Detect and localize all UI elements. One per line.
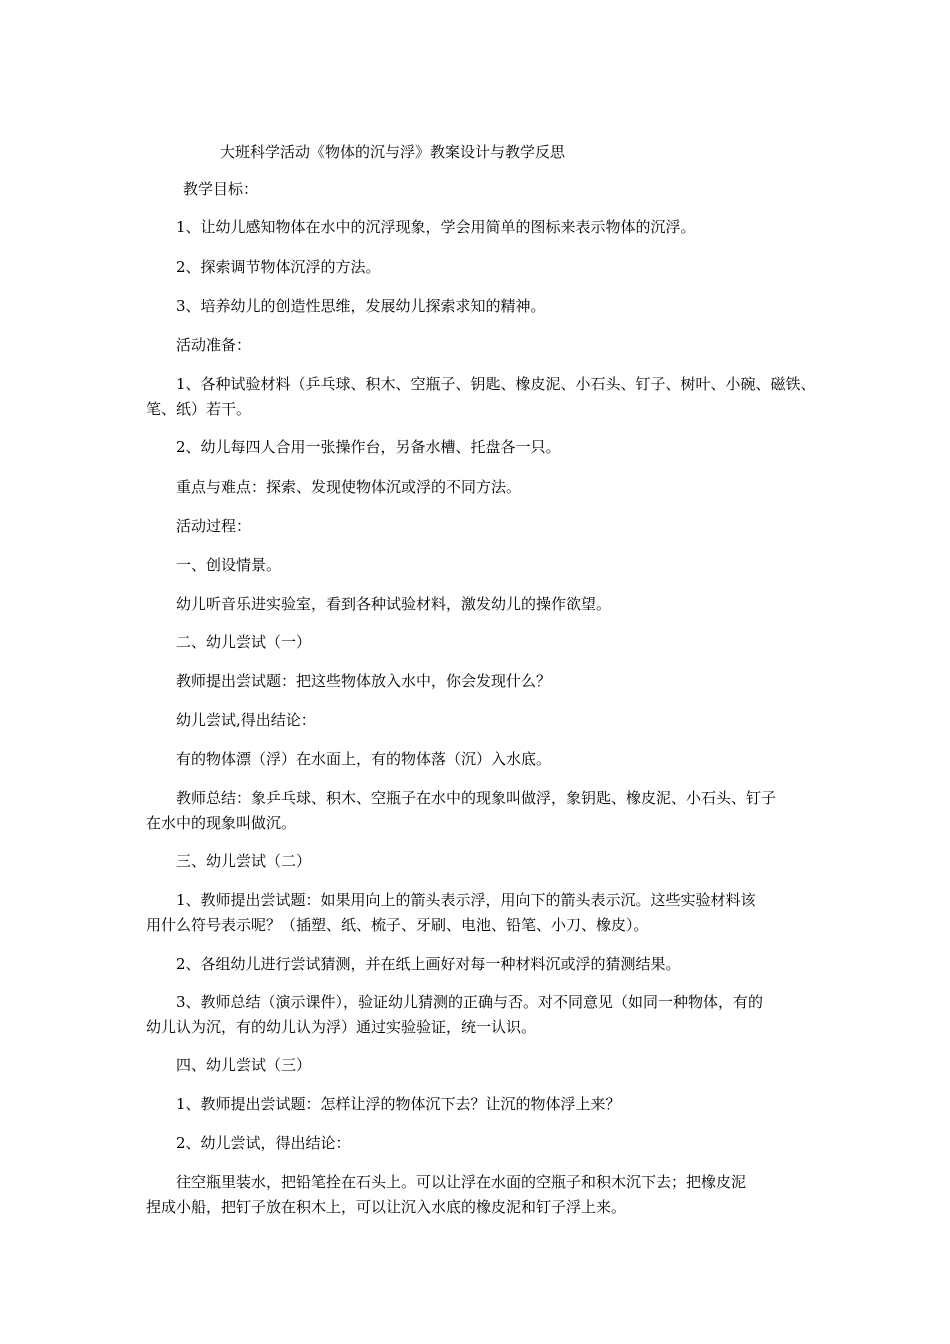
step-4-item-2: 2、幼儿尝试，得出结论：	[176, 1134, 351, 1152]
step-3-item-3-line-1: 3、教师总结（演示课件），验证幼儿猜测的正确与否。对不同意见（如同一种物体，有的	[176, 993, 764, 1011]
process-heading: 活动过程：	[176, 517, 252, 535]
step-4-heading: 四、幼儿尝试（三）	[176, 1056, 312, 1074]
step-2-conclusion: 有的物体漂（浮）在水面上，有的物体落（沉）入水底。	[176, 750, 552, 768]
step-3-item-3-line-2: 幼儿认为沉，有的幼儿认为浮）通过实验验证，统一认识。	[146, 1018, 537, 1036]
step-2-try: 幼儿尝试,得出结论：	[176, 711, 316, 729]
step-4-result-line-2: 捏成小船，把钉子放在积木上，可以让沉入水底的橡皮泥和钉子浮上来。	[146, 1198, 627, 1216]
step-3-item-1-line-1: 1、教师提出尝试题：如果用向上的箭头表示浮，用向下的箭头表示沉。这些实验材料该	[176, 891, 756, 909]
goal-2: 2、探索调节物体沉浮的方法。	[176, 258, 381, 276]
step-2-summary-line-2: 在水中的现象叫做沉。	[146, 814, 297, 832]
step-3-item-1-line-2: 用什么符号表示呢？（插塑、纸、梳子、牙刷、电池、铅笔、小刀、橡皮）。	[146, 916, 649, 934]
step-2-heading: 二、幼儿尝试（一）	[176, 633, 312, 651]
step-1-text: 幼儿听音乐进实验室，看到各种试验材料，激发幼儿的操作欲望。	[176, 595, 612, 613]
preparation-heading: 活动准备：	[176, 336, 252, 354]
step-3-item-2: 2、各组幼儿进行尝试猜测，并在纸上画好对每一种材料沉或浮的猜测结果。	[176, 955, 681, 973]
prep-1-line-2: 笔、纸）若干。	[146, 400, 252, 418]
document-title: 大班科学活动《物体的沉与浮》教案设计与教学反思	[220, 143, 566, 161]
step-2-question: 教师提出尝试题：把这些物体放入水中，你会发现什么？	[176, 672, 552, 690]
step-4-item-1: 1、教师提出尝试题：怎样让浮的物体沉下去？让沉的物体浮上来？	[176, 1095, 621, 1113]
step-1-heading: 一、创设情景。	[176, 556, 282, 574]
step-3-heading: 三、幼儿尝试（二）	[176, 852, 312, 870]
step-4-result-line-1: 往空瓶里装水，把铅笔拴在石头上。可以让浮在水面的空瓶子和积木沉下去；把橡皮泥	[176, 1173, 747, 1191]
prep-2: 2、幼儿每四人合用一张操作台，另备水槽、托盘各一只。	[176, 438, 561, 456]
prep-1-line-1: 1、各种试验材料（乒乓球、积木、空瓶子、钥匙、橡皮泥、小石头、钉子、树叶、小碗、磁铁、	[176, 375, 816, 393]
teaching-goals-heading: 教学目标：	[183, 180, 259, 198]
goal-1: 1、让幼儿感知物体在水中的沉浮现象，学会用简单的图标来表示物体的沉浮。	[176, 218, 696, 236]
goal-3: 3、培养幼儿的创造性思维，发展幼儿探索求知的精神。	[176, 297, 546, 315]
key-points: 重点与难点：探索、发现使物体沉或浮的不同方法。	[176, 478, 522, 496]
step-2-summary-line-1: 教师总结：象乒乓球、积木、空瓶子在水中的现象叫做浮，象钥匙、橡皮泥、小石头、钉子	[176, 789, 777, 807]
